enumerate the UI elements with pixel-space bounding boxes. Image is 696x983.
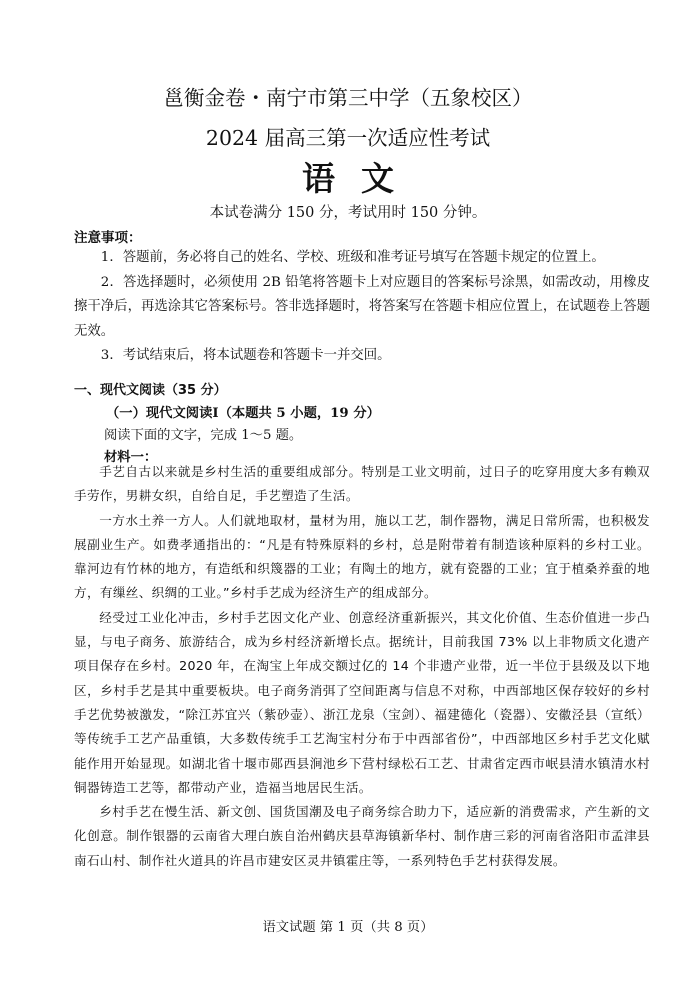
passage-paragraph: 经受过工业化冲击，乡村手艺因文化产业、创意经济重新振兴，其文化价值、生态价值进一步凸显，与电子商务、旅游结合，成为乡村经济新增长点。据统计，目前我国 73% 以上非物质文化遗产项目保存在乡村。2020 年，在淘宝上年成交额过亿的 14 个非遗产业带，近一半位于县级及以下地区，乡村手艺是其中重要板块。电子商务消弭了空间距离与信息不对称，中西部地区保存较好的乡村手艺优势被激发，“除江苏宜兴（紫砂壶）、浙江龙泉（宝剑）、福建德化（瓷器）、安徽泾县（宣纸）等传统手工艺产品重镇，大多数传统手工艺淘宝村分布于中西部省份”，中西部地区乡村手艺文化赋能作用开始显现。如湖北省十堰市郧西县涧池乡下营村绿松石工艺、甘肃省定西市岷县清水镇清水村铜器铸造工艺等，都带动产业，造福当地居民生活。 [74, 609, 650, 795]
material-label: 材料一： [104, 450, 158, 465]
notes-list [74, 246, 650, 369]
exam-info: 本试卷满分 150 分，考试用时 150 分钟。 [209, 205, 487, 221]
passage-paragraph: 手艺自古以来就是乡村生活的重要组成部分。特别是工业文明前，过日子的吃穿用度大多有赖双手劳作，男耕女织，自给自足，手艺塑造了生活。 [74, 464, 650, 504]
note-item: 1．答题前，务必将自己的姓名、学校、班级和准考证号填写在答题卡规定的位置上。 [100, 250, 605, 265]
note-item: 3．考试结束后，将本试题卷和答题卡一并交回。 [100, 348, 391, 363]
passage-paragraph: 乡村手艺在慢生活、新文创、国货国潮及电子商务综合助力下，适应新的消费需求，产生新的文化创意。制作银器的云南省大理白族自治州鹤庆县草海镇新华村、制作唐三彩的河南省洛阳市孟津县南石山村、制作社火道具的许昌市建安区灵井镇霍庄等，一系列特色手艺村获得发展。 [74, 804, 650, 868]
page-footer: 语文试题 第 1 页（共 8 页） [262, 920, 434, 935]
exam-title-line2: 2024 届高三第一次适应性考试 [205, 126, 491, 150]
reading-instruction: 阅读下面的文字，完成 1～5 题。 [104, 428, 303, 443]
passage-paragraph: 一方水土养一方人。人们就地取材，量材为用，施以工艺，制作器物，满足日常所需，也积极发展副业生产。如费孝通指出的：“凡是有特殊原料的乡村，总是附带着有制造该种原料的乡村工业。靠河边有竹林的地方，有造纸和织篾器的工业；有陶土的地方，就有瓷器的工业；宜于植桑养蚕的地方，有缫丝、织绸的工业。”乡村手艺成为经济生产的组成部分。 [74, 512, 650, 601]
exam-title-line1: 邕衡金卷・南宁市第三中学（五象校区） [163, 86, 533, 110]
section-heading: 一、现代文阅读（35 分） [74, 383, 227, 398]
note-item: 2．答选择题时，必须使用 2B 铅笔将答题卡上对应题目的答案标号涂黑，如需改动，用橡皮擦干净后，再选涂其它答案标号。答非选择题时，将答案写在答题卡相应位置上，在试题卷上答题无效。 [74, 274, 650, 339]
notes-heading: 注意事项： [74, 230, 142, 246]
part-heading: （一）现代文阅读Ⅰ（本题共 5 小题，19 分） [106, 406, 380, 421]
subject-title: 语文 [302, 159, 420, 198]
reading-passage [74, 460, 650, 873]
